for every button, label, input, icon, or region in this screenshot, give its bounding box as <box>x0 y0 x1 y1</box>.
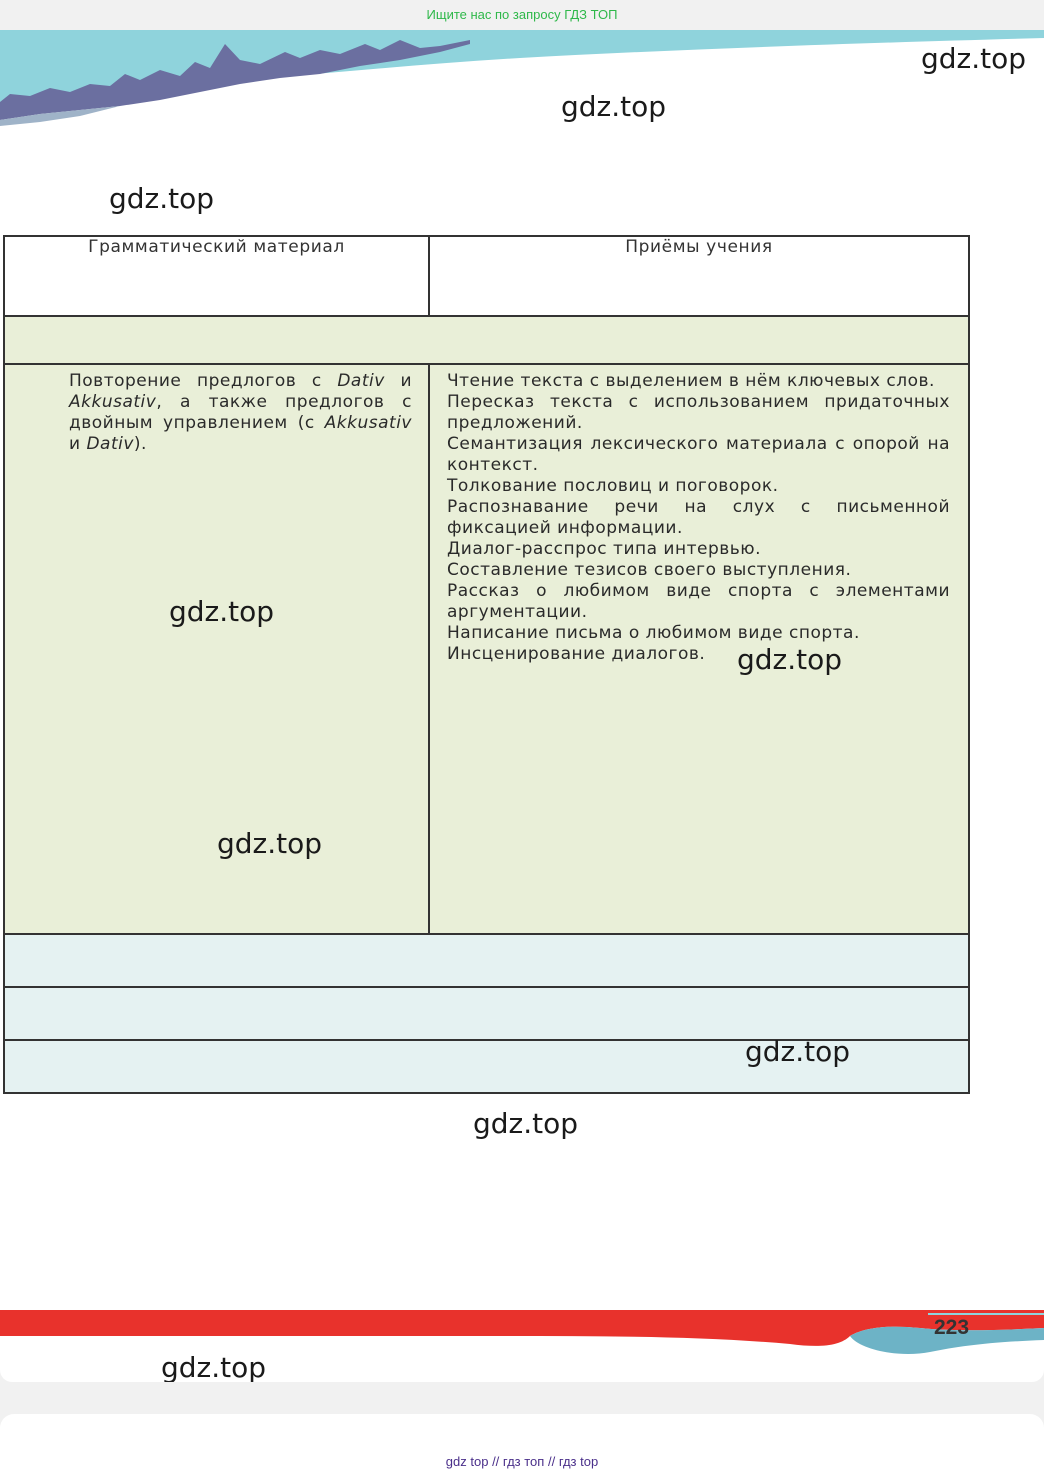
watermark: gdz.top <box>737 643 843 676</box>
footer-separator: // <box>492 1454 500 1469</box>
book-page <box>0 30 1044 1382</box>
footer-link[interactable]: гдз топ <box>502 1454 545 1469</box>
grammar-text-run: , а также предлогов с двойным управлением (с <box>69 392 412 433</box>
header-decoration <box>0 30 1044 150</box>
footer-link[interactable]: гдз top <box>558 1454 599 1469</box>
technique-item: Написание письма о любимом виде спорта. <box>447 623 860 643</box>
grammar-term: Akkusativ <box>324 413 412 433</box>
watermark: gdz.top <box>745 1035 851 1068</box>
technique-item: Пересказ текста с использованием придаточных предложений. <box>447 392 950 433</box>
page-number: 223 <box>934 1316 970 1339</box>
table-band-row <box>4 316 969 364</box>
footer-decoration <box>0 1306 1044 1366</box>
techniques-list <box>430 365 968 665</box>
watermark: gdz.top <box>561 90 667 123</box>
footer-separator: // <box>547 1454 556 1469</box>
bottom-card <box>0 1414 1044 1480</box>
watermark: gdz.top <box>217 827 323 860</box>
technique-item: Распознавание речи на слух с письменной фиксацией информации. <box>447 497 950 538</box>
footer-links <box>0 1454 1044 1469</box>
technique-item: Толкование пословиц и поговорок. <box>447 476 779 496</box>
techniques-header: Приёмы учения <box>429 236 969 316</box>
page-number-rule <box>928 1313 1044 1315</box>
watermark: gdz.top <box>161 1351 267 1382</box>
technique-item: Инсценирование диалогов. <box>447 644 706 664</box>
top-banner <box>0 0 1044 30</box>
grammar-header: Грамматический материал <box>4 236 429 316</box>
techniques-cell <box>429 364 969 934</box>
technique-item: Диалог-расспрос типа интервью. <box>447 539 761 559</box>
table-empty-row <box>4 987 969 1040</box>
grammar-text-run: и <box>69 434 87 454</box>
grammar-term: Dativ <box>86 434 134 454</box>
grammar-text-run: ). <box>133 434 147 454</box>
watermark: gdz.top <box>473 1107 579 1140</box>
footer-link[interactable]: gdz top <box>445 1454 489 1469</box>
grammar-text <box>5 365 428 455</box>
technique-item: Рассказ о любимом виде спорта с элементами аргументации. <box>447 581 950 622</box>
table-header-row <box>4 236 969 316</box>
top-banner-text: Ищите нас по запросу ГДЗ ТОП <box>426 7 618 22</box>
watermark: gdz.top <box>169 595 275 628</box>
table-empty-row <box>4 934 969 987</box>
watermark: gdz.top <box>109 182 215 215</box>
technique-item: Чтение текста с выделением в нём ключевых слов. <box>447 371 935 391</box>
grammar-term: Dativ <box>337 371 385 391</box>
grammar-term: Akkusativ <box>69 392 157 412</box>
grammar-text-run: Повторение предлогов с <box>69 371 338 391</box>
grammar-text-run: и <box>384 371 412 391</box>
watermark: gdz.top <box>921 42 1027 75</box>
technique-item: Семантизация лексического материала с опорой на контекст. <box>447 434 950 475</box>
technique-item: Составление тезисов своего выступления. <box>447 560 852 580</box>
